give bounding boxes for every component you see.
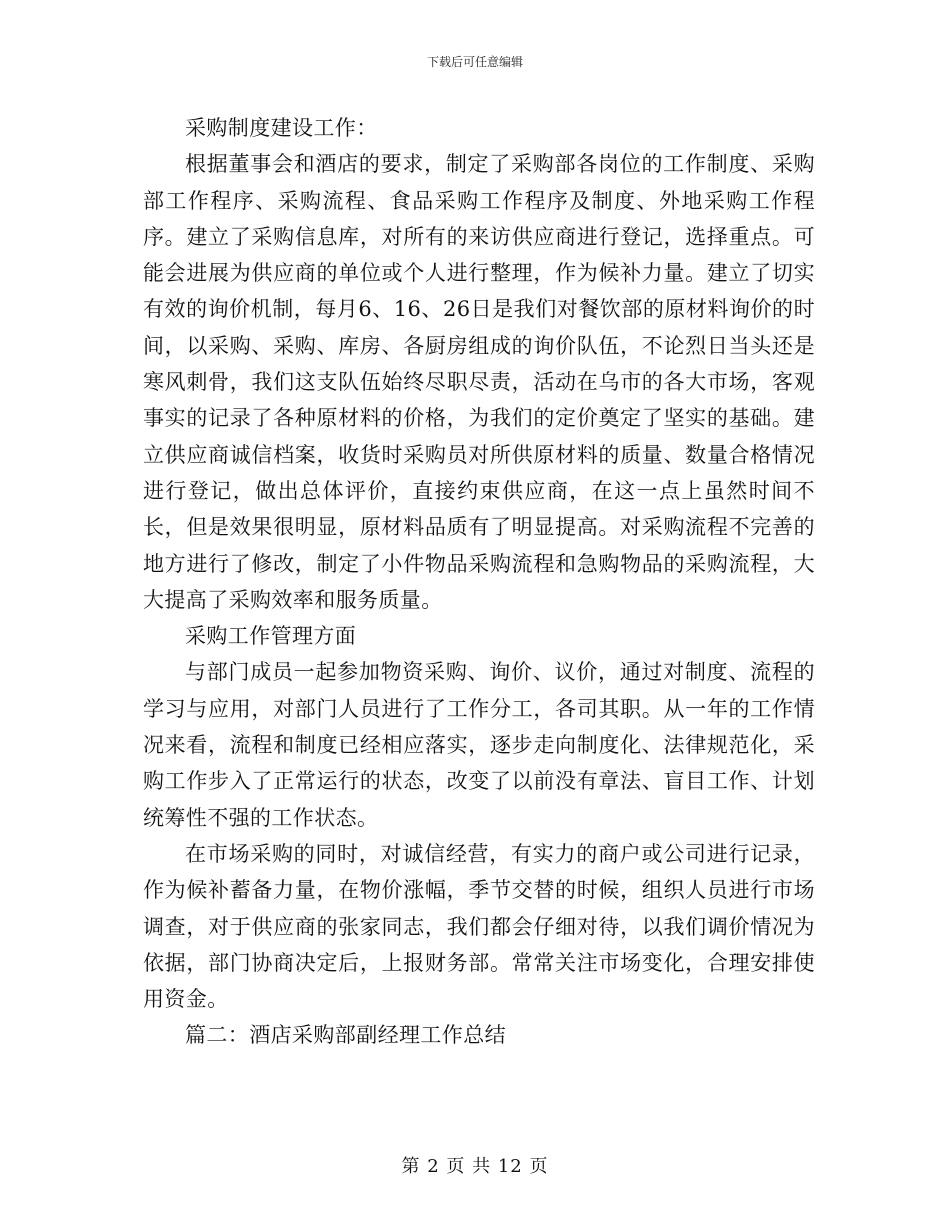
page-header: 下载后可任意编辑 (426, 55, 523, 69)
section-heading-procurement-system: 采购制度建设工作： (185, 116, 378, 140)
paragraph-procurement-system: 根据董事会和酒店的要求，制定了采购部各岗位的工作制度、采购部工作程序、采购流程、食品采购工作程序及制度、外地采购工作程序。建立了采购信息库，对所有的来访供应商进行登记，选择重点。可能会进展为供应商的单位或个人进行整理，作为候补力量。建立了切实有效的询价机制，每月6、16、26日是我们对餐饮部的原材料询价的时间，以采购、采购、库房、各厨房组成的询价队伍，不论烈日当头还是寒风刺骨，我们这支队伍始终尽职尽责，活动在乌市的各大市场，客观事实的记录了各种原材料的价格，为我们的定价奠定了坚实的基础。建立供应商诚信档案，收货时采购员对所供原材料的质量、数量合格情况进行登记，做出总体评价，直接约束供应商，在这一点上虽然时间不长，但是效果很明显，原材料品质有了明显提高。对采购流程不完善的地方进行了修改，制定了小件物品采购流程和急购物品的采购流程，大大提高了采购效率和服务质量。 (143, 152, 815, 612)
page-number-footer: 第 2 页 共 12 页 (401, 1156, 549, 1177)
paragraph-market-survey: 在市场采购的同时，对诚信经营，有实力的商户或公司进行记录，作为候补蓄备力量，在物价涨幅，季节交替的时候，组织人员进行市场调查，对于供应商的张家同志，我们都会仔细对待，以我们调价情况为依据，部门协商决定后，上报财务部。常常关注市场变化，合理安排使用资金。 (143, 841, 815, 1012)
section-heading-procurement-management: 采购工作管理方面 (185, 624, 357, 649)
paragraph-division-of-work: 与部门成员一起参加物资采购、询价、议价，通过对制度、流程的学习与应用，对部门人员进行了工作分工，各司其职。从一年的工作情况来看，流程和制度已经相应落实，逐步走向制度化、法律规范化，采购工作步入了正常运行的状态，改变了以前没有章法、盲目工作、计划统筹性不强的工作状态。 (143, 660, 815, 830)
chapter-heading-part-two: 篇二：酒店采购部副经理工作总结 (185, 1023, 506, 1048)
document-body (143, 110, 815, 1054)
